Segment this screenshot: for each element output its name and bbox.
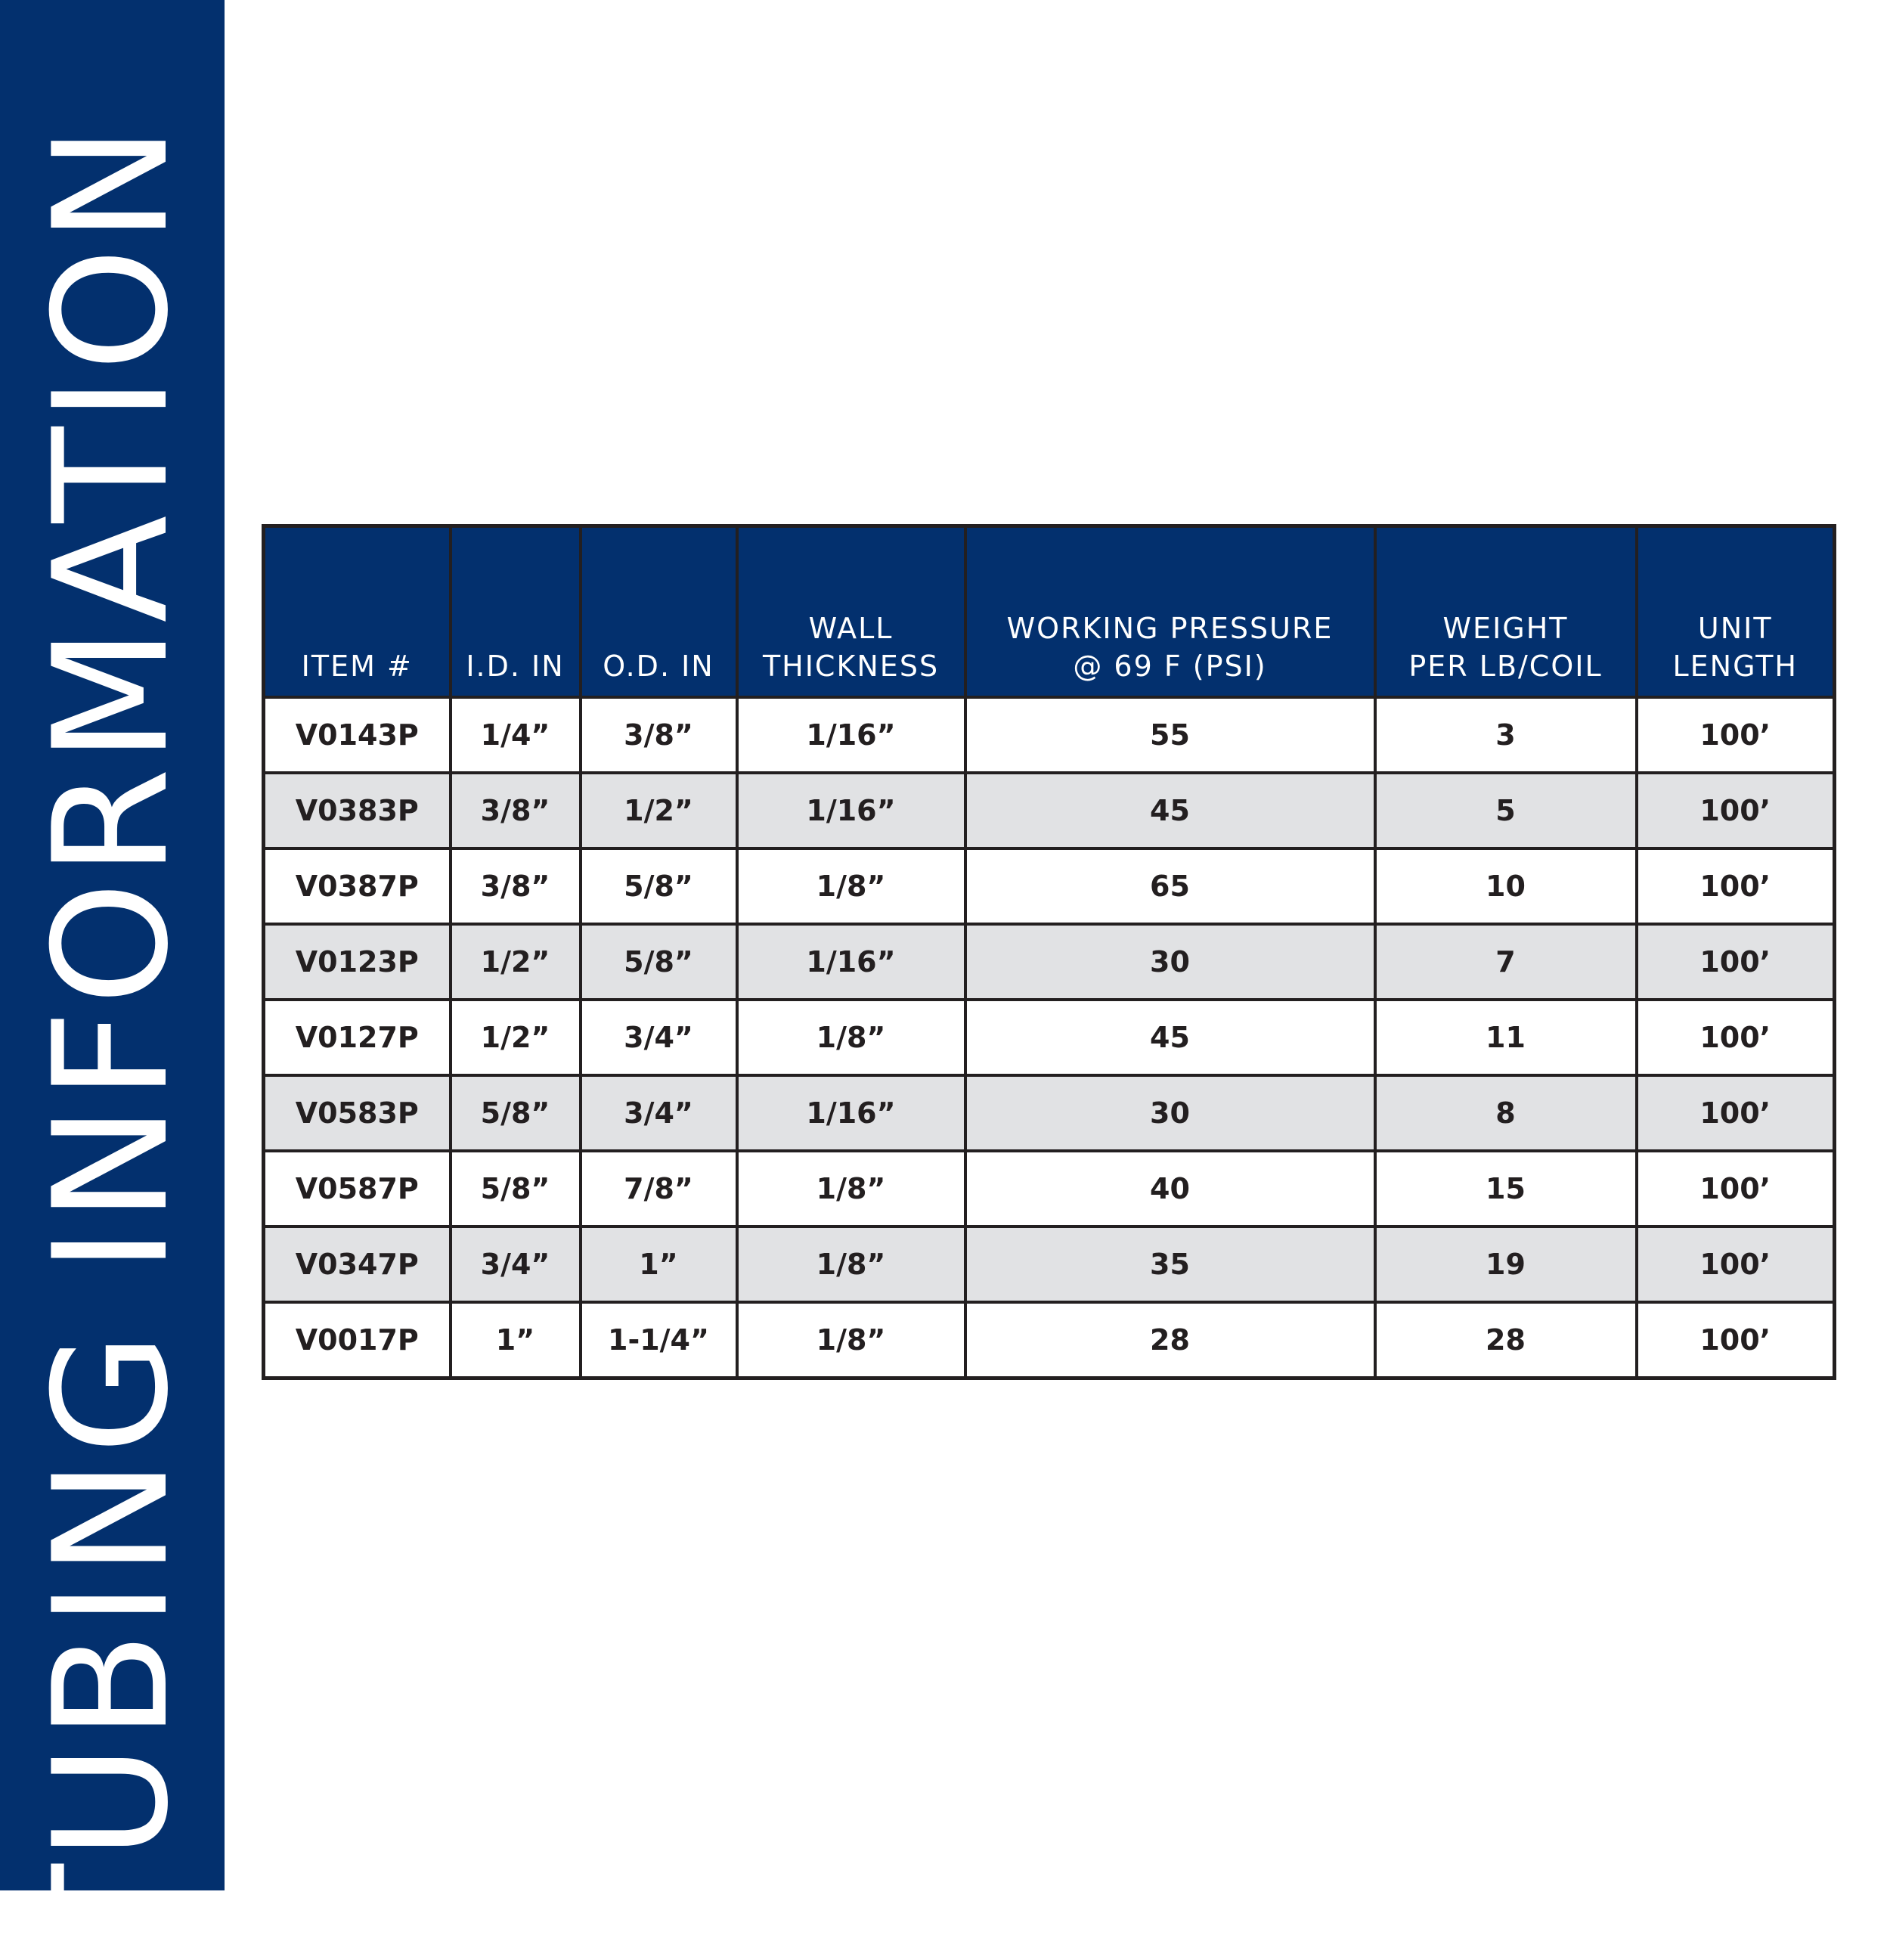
cell-item-number: V0123P (264, 924, 451, 1000)
header-wall-thickness: WALL THICKNESS (737, 526, 965, 698)
table-row (264, 1151, 1835, 1227)
cell-outer-diameter: 1-1/4” (581, 1302, 737, 1379)
cell-wall-thickness: 1/16” (737, 773, 965, 848)
cell-outer-diameter: 5/8” (581, 848, 737, 924)
cell-wall-thickness: 1/8” (737, 1302, 965, 1379)
cell-outer-diameter: 3/8” (581, 697, 737, 773)
cell-unit-length: 100’ (1637, 1227, 1835, 1302)
cell-unit-length: 100’ (1637, 1075, 1835, 1151)
cell-weight: 5 (1375, 773, 1637, 848)
header-outer-diameter: O.D. IN (581, 526, 737, 698)
cell-inner-diameter: 3/4” (451, 1227, 581, 1302)
cell-unit-length: 100’ (1637, 1151, 1835, 1227)
cell-inner-diameter: 5/8” (451, 1075, 581, 1151)
cell-item-number: V0127P (264, 1000, 451, 1075)
cell-working-pressure: 28 (965, 1302, 1375, 1379)
header-inner-diameter: I.D. IN (451, 526, 581, 698)
cell-inner-diameter: 1/2” (451, 924, 581, 1000)
cell-working-pressure: 30 (965, 924, 1375, 1000)
cell-weight: 3 (1375, 697, 1637, 773)
cell-inner-diameter: 1/4” (451, 697, 581, 773)
cell-item-number: V0017P (264, 1302, 451, 1379)
cell-inner-diameter: 3/8” (451, 848, 581, 924)
cell-working-pressure: 35 (965, 1227, 1375, 1302)
tubing-spec-table (262, 524, 1836, 1380)
cell-item-number: V0387P (264, 848, 451, 924)
cell-unit-length: 100’ (1637, 924, 1835, 1000)
cell-unit-length: 100’ (1637, 848, 1835, 924)
cell-weight: 11 (1375, 1000, 1637, 1075)
header-working-pressure: WORKING PRESSURE @ 69 F (PSI) (965, 526, 1375, 698)
cell-outer-diameter: 1” (581, 1227, 737, 1302)
cell-inner-diameter: 5/8” (451, 1151, 581, 1227)
cell-weight: 28 (1375, 1302, 1637, 1379)
cell-working-pressure: 55 (965, 697, 1375, 773)
header-item-number: ITEM # (264, 526, 451, 698)
page-title: TUBING INFORMATION (20, 120, 203, 1960)
table-row (264, 697, 1835, 773)
cell-wall-thickness: 1/8” (737, 1151, 965, 1227)
cell-item-number: V0383P (264, 773, 451, 848)
table-row (264, 848, 1835, 924)
cell-working-pressure: 30 (965, 1075, 1375, 1151)
cell-outer-diameter: 7/8” (581, 1151, 737, 1227)
cell-inner-diameter: 3/8” (451, 773, 581, 848)
cell-wall-thickness: 1/8” (737, 1000, 965, 1075)
table-body (264, 697, 1835, 1379)
cell-item-number: V0143P (264, 697, 451, 773)
table-row (264, 1302, 1835, 1379)
cell-outer-diameter: 1/2” (581, 773, 737, 848)
cell-unit-length: 100’ (1637, 1000, 1835, 1075)
cell-item-number: V0347P (264, 1227, 451, 1302)
cell-outer-diameter: 3/4” (581, 1000, 737, 1075)
cell-outer-diameter: 5/8” (581, 924, 737, 1000)
side-title-band (0, 0, 225, 1960)
cell-item-number: V0583P (264, 1075, 451, 1151)
cell-working-pressure: 45 (965, 773, 1375, 848)
table-row (264, 924, 1835, 1000)
table-row (264, 1227, 1835, 1302)
cell-wall-thickness: 1/16” (737, 697, 965, 773)
header-row (264, 526, 1835, 698)
cell-wall-thickness: 1/16” (737, 1075, 965, 1151)
cell-inner-diameter: 1/2” (451, 1000, 581, 1075)
cell-weight: 8 (1375, 1075, 1637, 1151)
cell-unit-length: 100’ (1637, 1302, 1835, 1379)
cell-weight: 15 (1375, 1151, 1637, 1227)
cell-wall-thickness: 1/16” (737, 924, 965, 1000)
table-row (264, 1000, 1835, 1075)
header-unit-length: UNIT LENGTH (1637, 526, 1835, 698)
cell-inner-diameter: 1” (451, 1302, 581, 1379)
cell-outer-diameter: 3/4” (581, 1075, 737, 1151)
cell-weight: 7 (1375, 924, 1637, 1000)
cell-working-pressure: 65 (965, 848, 1375, 924)
table-row (264, 1075, 1835, 1151)
cell-working-pressure: 45 (965, 1000, 1375, 1075)
cell-item-number: V0587P (264, 1151, 451, 1227)
cell-unit-length: 100’ (1637, 773, 1835, 848)
table-row (264, 773, 1835, 848)
cell-working-pressure: 40 (965, 1151, 1375, 1227)
cell-unit-length: 100’ (1637, 697, 1835, 773)
cell-wall-thickness: 1/8” (737, 1227, 965, 1302)
header-weight: WEIGHT PER LB/COIL (1375, 526, 1637, 698)
cell-wall-thickness: 1/8” (737, 848, 965, 924)
cell-weight: 19 (1375, 1227, 1637, 1302)
cell-weight: 10 (1375, 848, 1637, 924)
